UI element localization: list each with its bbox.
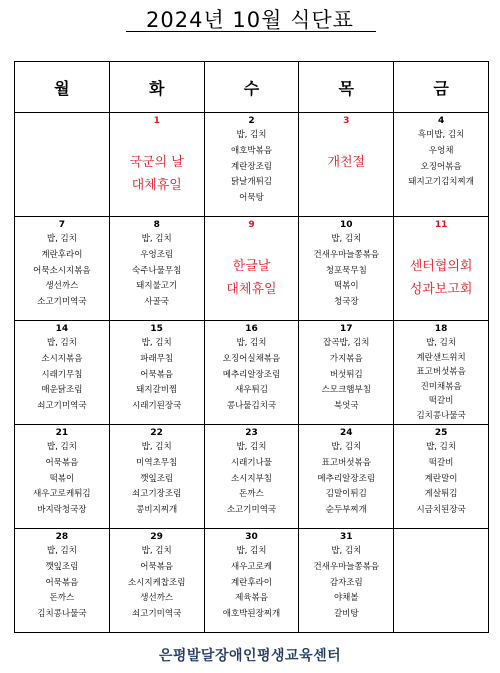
meal-item: 돼지갈비찜 xyxy=(136,385,178,396)
meal-item: 표고버섯볶음 xyxy=(416,367,466,377)
holiday-label: 성과보고회 xyxy=(409,282,473,297)
meal-item: 건새우마늘쫑볶음 xyxy=(313,249,380,260)
day-number: 16 xyxy=(245,324,258,334)
day-cell xyxy=(204,321,299,425)
holiday-label: 국군의 날 xyxy=(129,155,184,170)
holiday-note xyxy=(110,151,204,197)
meal-item: 시래기나물 xyxy=(230,457,273,468)
meal-item: 어묵볶음 xyxy=(140,369,174,380)
meal-item: 밥, 김치 xyxy=(236,442,267,452)
meal-item: 밥, 김치 xyxy=(46,442,77,452)
meal-item: 북엇국 xyxy=(333,401,359,412)
day-cell xyxy=(394,425,489,529)
meal-list xyxy=(205,128,299,207)
meal-item: 야채볼 xyxy=(333,593,359,604)
weekday-header: 목 xyxy=(299,62,394,113)
day-number: 22 xyxy=(150,428,163,438)
meal-item: 우엉채 xyxy=(428,145,454,156)
day-number: 17 xyxy=(340,324,353,334)
meal-item: 갈비탕 xyxy=(333,609,359,620)
meal-item: 오징어실채볶음 xyxy=(222,353,281,364)
meal-list xyxy=(15,336,109,415)
meal-item: 밥, 김치 xyxy=(426,338,457,348)
meal-item: 밥, 김치 xyxy=(426,442,457,452)
footer-organization: 은평발달장애인평생교육센터 xyxy=(158,648,342,664)
meal-item: 생선까스 xyxy=(45,281,79,292)
meal-item: 계란후라이 xyxy=(41,249,83,260)
meal-list xyxy=(394,128,488,191)
day-number: 15 xyxy=(150,324,163,334)
meal-list xyxy=(110,440,204,519)
meal-list xyxy=(110,336,204,415)
holiday-label: 한글날 xyxy=(232,259,271,274)
meal-item: 어묵탕 xyxy=(239,193,264,204)
meal-item: 밥, 김치 xyxy=(331,546,362,556)
meal-item: 사골국 xyxy=(144,297,170,308)
title-underline xyxy=(126,31,376,32)
meal-item: 우엉조림 xyxy=(140,249,174,260)
meal-item: 콩나물김치국 xyxy=(226,401,277,412)
day-number: 14 xyxy=(55,324,69,334)
meal-item: 돈까스 xyxy=(49,593,75,604)
day-number: 3 xyxy=(343,116,350,126)
meal-item: 닭날개튀김 xyxy=(230,177,273,188)
meal-list xyxy=(299,544,393,623)
meal-item: 김치콩나물국 xyxy=(37,609,87,620)
meal-item: 파래무침 xyxy=(140,353,174,364)
meal-item: 새우고로케 xyxy=(230,561,273,572)
day-number: 31 xyxy=(340,532,353,542)
day-cell xyxy=(15,425,110,529)
meal-item: 밥, 김치 xyxy=(46,338,77,348)
holiday-label: 센터협의회 xyxy=(409,259,473,274)
meal-list xyxy=(299,232,393,311)
weekday-header: 화 xyxy=(109,62,204,113)
week-row xyxy=(15,529,489,633)
meal-item: 건새우마늘쫑볶음 xyxy=(313,561,380,572)
meal-item: 어묵볶음 xyxy=(45,577,79,588)
holiday-label: 대체휴일 xyxy=(131,178,182,193)
meal-list xyxy=(205,440,299,519)
weekday-header: 월 xyxy=(15,62,110,113)
meal-item: 밥, 김치 xyxy=(236,546,267,556)
holiday-note xyxy=(205,255,299,301)
meal-item: 게살튀김 xyxy=(424,489,458,500)
week-row xyxy=(15,425,489,529)
meal-item: 감자조림 xyxy=(329,577,363,588)
meal-list xyxy=(110,544,204,623)
day-cell xyxy=(15,529,110,633)
day-cell xyxy=(394,321,489,425)
meal-item: 쇠고기미역국 xyxy=(37,401,87,412)
day-cell xyxy=(204,113,299,217)
meal-item: 떡갈비 xyxy=(428,396,454,406)
meal-item: 돼지불고기 xyxy=(136,281,178,292)
meal-item: 깻잎조림 xyxy=(140,473,174,484)
meal-list xyxy=(15,544,109,623)
day-number: 11 xyxy=(434,220,448,230)
day-number: 24 xyxy=(340,428,353,438)
week-row xyxy=(15,113,489,217)
day-cell xyxy=(109,217,204,321)
meal-item: 가지볶음 xyxy=(329,353,363,364)
meal-item: 계란후라이 xyxy=(230,577,273,588)
day-cell xyxy=(204,529,299,633)
meal-item: 밥, 김치 xyxy=(46,234,77,244)
weekday-header-row xyxy=(15,62,489,113)
meal-item: 숙주나물무침 xyxy=(132,265,182,276)
meal-item: 밥, 김치 xyxy=(331,442,362,452)
meal-item: 메추리알장조림 xyxy=(222,369,281,380)
meal-item: 떡갈비 xyxy=(428,457,454,468)
meal-item: 새우튀김 xyxy=(235,385,268,396)
meal-item: 밥, 김치 xyxy=(236,338,267,348)
holiday-label: 대체휴일 xyxy=(226,282,277,297)
meal-item: 계란장조림 xyxy=(230,161,273,172)
meal-item: 밥, 김치 xyxy=(331,234,362,244)
menu-calendar xyxy=(14,61,489,633)
day-cell xyxy=(15,217,110,321)
day-number: 28 xyxy=(55,532,69,542)
day-number: 9 xyxy=(248,220,255,230)
meal-item: 애호박볶음 xyxy=(230,145,273,156)
meal-item: 소고기미역국 xyxy=(226,505,277,516)
day-cell xyxy=(15,321,110,425)
meal-item: 표고버섯볶음 xyxy=(321,457,371,468)
holiday-note xyxy=(299,151,393,174)
meal-item: 밥, 김치 xyxy=(141,546,172,556)
day-number: 10 xyxy=(340,220,353,230)
day-number: 4 xyxy=(437,116,445,126)
meal-item: 밥, 김치 xyxy=(141,338,172,348)
day-number: 23 xyxy=(245,428,258,438)
day-number: 18 xyxy=(434,324,448,334)
meal-item: 소시지부침 xyxy=(230,473,273,484)
day-cell xyxy=(15,113,110,217)
meal-list xyxy=(394,440,488,519)
meal-item: 소고기미역국 xyxy=(37,297,87,308)
meal-item: 밥, 김치 xyxy=(46,546,77,556)
meal-item: 깻잎조림 xyxy=(45,561,79,572)
meal-item: 계란말이 xyxy=(424,473,458,484)
meal-item: 밥, 김치 xyxy=(141,442,172,452)
meal-item: 김말이튀김 xyxy=(325,489,367,500)
day-number: 21 xyxy=(55,428,69,438)
page-title: 2024년 10월 식단표 xyxy=(146,8,354,32)
meal-item: 쇠고기미역국 xyxy=(132,609,182,620)
day-number: 1 xyxy=(153,116,160,126)
meal-list xyxy=(15,232,109,311)
meal-item: 오징어볶음 xyxy=(420,161,462,172)
meal-item: 순두부찌개 xyxy=(325,505,367,516)
meal-item: 떡볶이 xyxy=(49,473,75,484)
meal-item: 계란샌드위치 xyxy=(416,352,466,363)
meal-item: 미역초무침 xyxy=(136,457,178,468)
meal-list xyxy=(394,336,488,423)
meal-item: 진미채볶음 xyxy=(420,381,462,392)
day-cell xyxy=(299,321,394,425)
day-cell xyxy=(299,529,394,633)
meal-item: 쇠고기장조림 xyxy=(132,489,182,500)
meal-item: 잡곡밥, 김치 xyxy=(323,338,370,348)
meal-item: 어묵소시지볶음 xyxy=(33,265,91,276)
meal-item: 제육볶음 xyxy=(235,593,268,604)
meal-item: 시래기무침 xyxy=(41,369,83,380)
meal-item: 청포묵무침 xyxy=(325,265,367,276)
weekday-header: 수 xyxy=(204,62,299,113)
day-cell xyxy=(394,529,489,633)
day-number: 2 xyxy=(248,116,255,126)
meal-item: 돼지고기김치찌개 xyxy=(408,177,474,188)
meal-item: 흑미밥, 김치 xyxy=(417,130,465,140)
week-row xyxy=(15,321,489,425)
day-cell xyxy=(109,113,204,217)
meal-list xyxy=(205,336,299,415)
holiday-label: 개천절 xyxy=(327,155,366,170)
meal-list xyxy=(299,336,393,415)
meal-item: 돈까스 xyxy=(239,489,264,500)
meal-item: 시래기된장국 xyxy=(132,401,182,412)
meal-item: 밥, 김치 xyxy=(236,130,267,140)
meal-item: 소시지케찹조림 xyxy=(127,577,186,588)
day-cell xyxy=(299,113,394,217)
meal-list xyxy=(299,440,393,519)
meal-list xyxy=(110,232,204,311)
meal-item: 청국장 xyxy=(333,297,359,308)
meal-item: 매운닭조림 xyxy=(41,385,83,396)
meal-item: 떡볶이 xyxy=(333,281,359,292)
week-row xyxy=(15,217,489,321)
day-cell xyxy=(204,217,299,321)
holiday-note xyxy=(394,255,488,301)
meal-item: 새우고로케튀김 xyxy=(33,489,91,500)
day-cell xyxy=(394,113,489,217)
meal-item: 김치콩나물국 xyxy=(416,410,466,421)
meal-item: 버섯튀김 xyxy=(329,369,363,380)
day-cell xyxy=(109,425,204,529)
meal-item: 콩비지찌개 xyxy=(136,505,178,516)
meal-item: 스모크햄부침 xyxy=(321,385,371,396)
day-number: 30 xyxy=(245,532,258,542)
meal-item: 어묵볶음 xyxy=(140,561,174,572)
meal-item: 메추리알장조림 xyxy=(317,473,376,484)
day-cell xyxy=(204,425,299,529)
day-number: 8 xyxy=(153,220,160,230)
meal-list xyxy=(15,440,109,519)
day-number: 7 xyxy=(58,220,66,230)
meal-item: 바지락청국장 xyxy=(37,505,87,516)
meal-item: 밥, 김치 xyxy=(141,234,172,244)
day-cell xyxy=(299,217,394,321)
meal-item: 애호박된장찌개 xyxy=(222,609,281,620)
day-cell xyxy=(394,217,489,321)
day-cell xyxy=(109,529,204,633)
day-number: 29 xyxy=(150,532,163,542)
day-number: 25 xyxy=(434,428,448,438)
meal-item: 생선까스 xyxy=(140,593,174,604)
meal-item: 소시지볶음 xyxy=(41,353,83,364)
meal-item: 어묵볶음 xyxy=(45,457,79,468)
day-cell xyxy=(299,425,394,529)
meal-item: 시금치된장국 xyxy=(416,505,466,516)
day-cell xyxy=(109,321,204,425)
weekday-header: 금 xyxy=(394,62,489,113)
meal-list xyxy=(205,544,299,623)
